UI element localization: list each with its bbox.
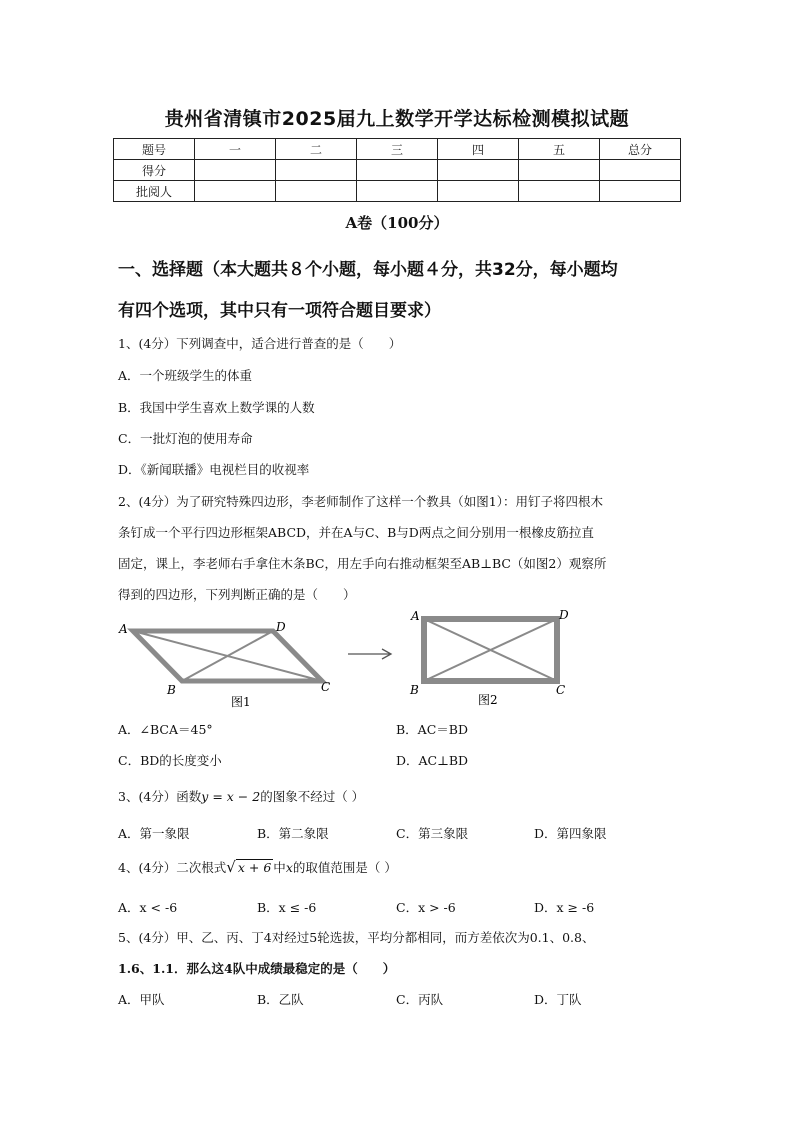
score-cell[interactable] bbox=[438, 181, 519, 202]
q2-option-d: D．AC⊥BD bbox=[396, 753, 469, 768]
q4-radicand: x + 6 bbox=[237, 860, 272, 875]
fig1-label-b: B bbox=[167, 683, 176, 697]
q5-option-d: D．丁队 bbox=[534, 992, 582, 1007]
score-header-cell: 一 bbox=[195, 139, 276, 160]
q5-option-c: C．丙队 bbox=[396, 992, 444, 1007]
q4-prefix: 4、(4分）二次根式 bbox=[118, 860, 227, 875]
score-cell[interactable] bbox=[600, 160, 681, 181]
fig2-label-d: D bbox=[559, 608, 569, 622]
section-heading-line1: 一、选择题（本大题共８个小题，每小题４分，共32分，每小题均 bbox=[118, 260, 618, 280]
q1-option-a: A．一个班级学生的体重 bbox=[118, 368, 253, 383]
score-row-label: 批阅人 bbox=[114, 181, 195, 202]
score-cell[interactable] bbox=[357, 160, 438, 181]
score-row-label: 得分 bbox=[114, 160, 195, 181]
q1-stem: 1、(4分）下列调查中，适合进行普查的是（ ） bbox=[118, 336, 402, 351]
score-header-cell: 题号 bbox=[114, 139, 195, 160]
q3-option-c: C．第三象限 bbox=[396, 826, 469, 841]
q1-option-d: D．《新闻联播》电视栏目的收视率 bbox=[118, 462, 310, 477]
score-cell[interactable] bbox=[600, 181, 681, 202]
q2-figures bbox=[110, 605, 590, 710]
score-header-cell: 三 bbox=[357, 139, 438, 160]
fig1-caption: 图1 bbox=[231, 695, 251, 709]
q1-option-c: C．一批灯泡的使用寿命 bbox=[118, 431, 253, 446]
q2-stem-line1: 2、(4分）为了研究特殊四边形，李老师制作了这样一个教具（如图1）：用钉子将四根木 bbox=[118, 494, 603, 509]
score-cell[interactable] bbox=[195, 160, 276, 181]
q4-suffix: 的取值范围是（ ） bbox=[292, 860, 397, 875]
score-header-cell: 四 bbox=[438, 139, 519, 160]
score-cell[interactable] bbox=[357, 181, 438, 202]
q4-option-d: D．x ≥ -6 bbox=[534, 900, 595, 915]
q4-middle: 中 bbox=[273, 860, 286, 875]
q1-option-b: B．我国中学生喜欢上数学课的人数 bbox=[118, 400, 315, 415]
radical-sign-icon: √ bbox=[226, 858, 236, 876]
transform-arrow-icon bbox=[348, 649, 391, 659]
q3-formula: y = x − 2 bbox=[201, 789, 261, 804]
q2-option-a: A．∠BCA＝45° bbox=[118, 722, 213, 737]
score-cell[interactable] bbox=[438, 160, 519, 181]
score-cell[interactable] bbox=[519, 181, 600, 202]
score-header-cell: 五 bbox=[519, 139, 600, 160]
q3-option-a: A．第一象限 bbox=[118, 826, 190, 841]
q2-stem-line4: 得到的四边形，下列判断正确的是（ ） bbox=[118, 587, 356, 602]
q4-option-c: C．x > -6 bbox=[396, 900, 456, 915]
q5-option-a: A．甲队 bbox=[118, 992, 165, 1007]
fig1-label-a: A bbox=[119, 622, 128, 636]
fig2-label-b: B bbox=[410, 683, 419, 697]
q3-option-d: D．第四象限 bbox=[534, 826, 607, 841]
q5-option-b: B．乙队 bbox=[257, 992, 304, 1007]
q2-option-c: C．BD的长度变小 bbox=[118, 753, 222, 768]
q4-var: x bbox=[285, 860, 293, 875]
q4-option-a: A．x < -6 bbox=[118, 900, 178, 915]
score-cell[interactable] bbox=[276, 181, 357, 202]
score-header-cell: 总分 bbox=[600, 139, 681, 160]
q4-option-b: B．x ≤ -6 bbox=[257, 900, 317, 915]
q3-suffix: 的图象不经过（ ） bbox=[260, 789, 365, 804]
score-table-row bbox=[114, 181, 681, 202]
fig2-label-c: C bbox=[556, 683, 566, 697]
q5-stem-line2: 1.6、1.1．那么这4队中成绩最稳定的是（ ） bbox=[118, 961, 396, 976]
fig1-label-c: C bbox=[321, 680, 331, 694]
score-table bbox=[113, 138, 681, 202]
score-table-row bbox=[114, 160, 681, 181]
q3-prefix: 3、(4分）函数 bbox=[118, 789, 202, 804]
q2-option-b: B．AC＝BD bbox=[396, 722, 468, 737]
page-title: 贵州省清镇市2025届九上数学开学达标检测模拟试题 bbox=[164, 108, 630, 130]
q3-stem bbox=[118, 787, 364, 805]
score-cell[interactable] bbox=[519, 160, 600, 181]
q3-option-b: B．第二象限 bbox=[257, 826, 329, 841]
figure-1-parallelogram bbox=[118, 620, 330, 709]
fig1-label-d: D bbox=[276, 620, 286, 634]
volume-label: A卷（100分） bbox=[345, 214, 449, 232]
fig2-caption: 图2 bbox=[478, 693, 498, 707]
q5-stem-line1: 5、(4分）甲、乙、丙、丁4对经过5轮选拔，平均分都相同，而方差依次为0.1、0.8、 bbox=[118, 930, 595, 945]
score-cell[interactable] bbox=[276, 160, 357, 181]
score-header-cell: 二 bbox=[276, 139, 357, 160]
score-table-header-row bbox=[114, 139, 681, 160]
q2-stem-line2: 条钉成一个平行四边形框架ABCD，并在A与C、B与D两点之间分别用一根橡皮筋拉直 bbox=[118, 525, 594, 540]
figure-2-rectangle bbox=[409, 608, 569, 707]
fig2-label-a: A bbox=[411, 609, 420, 623]
q4-stem bbox=[118, 858, 397, 876]
score-cell[interactable] bbox=[195, 181, 276, 202]
section-heading-line2: 有四个选项，其中只有一项符合题目要求） bbox=[118, 301, 441, 321]
q2-stem-line3: 固定，课上，李老师右手拿住木条BC，用左手向右推动框架至AB⊥BC（如图2）观察所 bbox=[118, 556, 607, 571]
